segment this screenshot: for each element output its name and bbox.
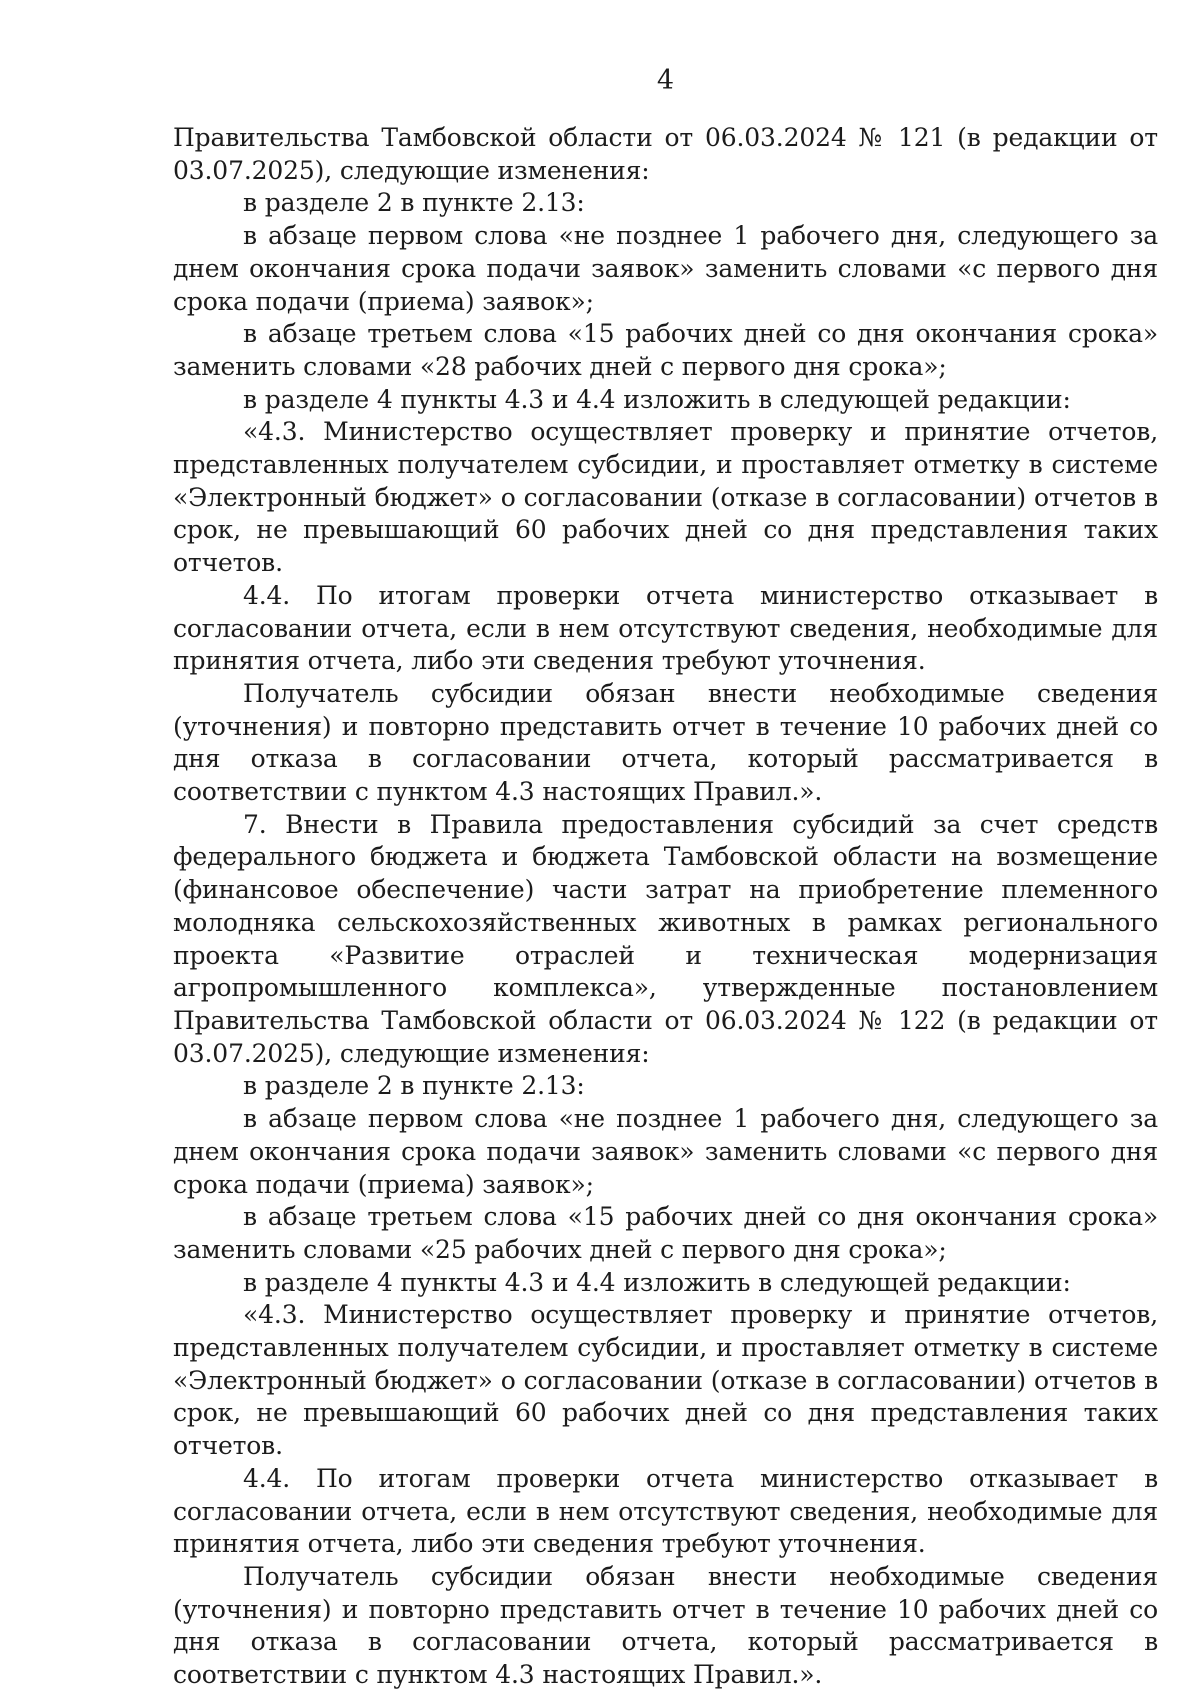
paragraph: Получатель субсидии обязан внести необходимые сведения (уточнения) и повторно представить отчет в течение 10 рабочих дней со дня отказа в согласовании отчета, который рассматривается в соответствии с пунктом 4.3 настоящих Правил.». (173, 678, 1158, 807)
paragraph: Получатель субсидии обязан внести необходимые сведения (уточнения) и повторно представить отчет в течение 10 рабочих дней со дня отказа в согласовании отчета, который рассматривается в соответствии с пунктом 4.3 настоящих Правил.». (173, 1561, 1158, 1690)
document-page (173, 0, 1158, 1697)
paragraph: в абзаце первом слова «не позднее 1 рабочего дня, следующего за днем окончания срока подачи заявок» заменить словами «с первого дня срока подачи (приема) заявок»; (173, 221, 1158, 316)
paragraph: «4.3. Министерство осуществляет проверку и принятие отчетов, представленных получателем субсидии, и проставляет отметку в системе «Электронный бюджет» о согласовании (отказе в согласовании) отчетов в срок, не превышающий 60 рабочих дней со дня представления таких отчетов. (173, 1300, 1158, 1461)
paragraph: в разделе 4 пункты 4.3 и 4.4 изложить в следующей редакции: (243, 1267, 1071, 1297)
paragraph: в разделе 2 в пункте 2.13: (243, 188, 585, 218)
document-body (173, 122, 1158, 1692)
paragraph: в разделе 2 в пункте 2.13: (243, 1071, 585, 1101)
paragraph: в абзаце третьем слова «15 рабочих дней со дня окончания срока» заменить словами «28 рабочих дней с первого дня срока»; (173, 319, 1158, 381)
paragraph: 4.4. По итогам проверки отчета министерство отказывает в согласовании отчета, если в нем отсутствуют сведения, необходимые для принятия отчета, либо эти сведения требуют уточнения. (173, 580, 1158, 676)
paragraph-item-7: 7. Внести в Правила предоставления субсидий за счет средств федерального бюджета и бюджета Тамбовской области на возмещение (финансовое обеспечение) части затрат на приобретение племенного молодняка сельскохозяйственных животных в рамках регионального проекта «Развитие отраслей и техническая модернизация агропромышленного комплекса», утвержденные постановлением Правительства Тамбовской области от 06.03.2024 № 122 (в редакции от 03.07.2025), следующие изменения: (173, 809, 1158, 1068)
paragraph: «4.3. Министерство осуществляет проверку и принятие отчетов, представленных получателем субсидии, и проставляет отметку в системе «Электронный бюджет» о согласовании (отказе в согласовании) отчетов в срок, не превышающий 60 рабочих дней со дня представления таких отчетов. (173, 417, 1158, 578)
page-number: 4 (656, 65, 675, 96)
paragraph: в абзаце третьем слова «15 рабочих дней со дня окончания срока» заменить словами «25 рабочих дней с первого дня срока»; (173, 1202, 1158, 1264)
paragraph: в абзаце первом слова «не позднее 1 рабочего дня, следующего за днем окончания срока подачи заявок» заменить словами «с первого дня срока подачи (приема) заявок»; (173, 1104, 1158, 1199)
paragraph: в разделе 4 пункты 4.3 и 4.4 изложить в следующей редакции: (243, 384, 1071, 414)
paragraph-continuation: Правительства Тамбовской области от 06.03.2024 № 121 (в редакции от 03.07.2025), следующие изменения: (173, 123, 1158, 185)
paragraph: 4.4. По итогам проверки отчета министерство отказывает в согласовании отчета, если в нем отсутствуют сведения, необходимые для принятия отчета, либо эти сведения требуют уточнения. (173, 1463, 1158, 1559)
